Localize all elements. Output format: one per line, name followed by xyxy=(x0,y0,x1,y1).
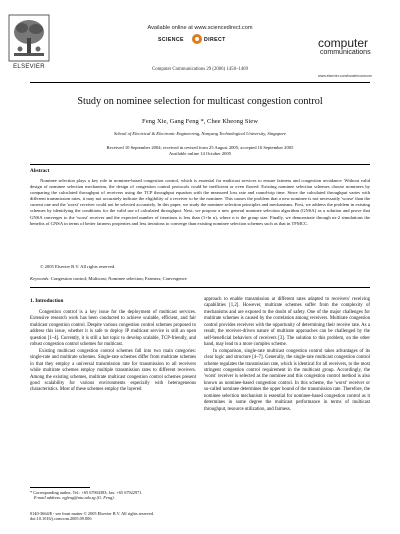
publisher-name: ELSEVIER xyxy=(13,64,45,70)
received-dates: Received 10 September 2004; received in revised form 25 August 2005; accepted 16 September 2005 xyxy=(106,145,294,150)
journal-logo xyxy=(318,38,371,57)
author-email: E-mail address: egfeng@ntu.edu.sg (G. Feng). xyxy=(34,495,115,501)
footnote xyxy=(30,490,196,501)
journal-reference: Computer Communications 29 (2006) 1458–1469 xyxy=(152,67,248,72)
journal-title-line2: communications xyxy=(320,49,371,56)
body-paragraph: Existing multicast congestion control schemes fall into two main categories: single-rate and multirate schemes. Single-rate schemes differ from multirate schemes in that they employ a universal transmission rate for transmission to all receivers while multirate schemes employ multiple transmission rates to different receivers. Among the existing schemes, multirate multicast congestion control schemes present good scalability for various environments especially with heterogeneous characteristics. Most of these schemes employ the layered xyxy=(30,348,196,393)
abstract-copyright: © 2005 Elsevier B.V. All rights reserved. xyxy=(40,264,116,269)
sciencedirect-logo-left: SCIENCE xyxy=(158,37,184,43)
right-column xyxy=(204,297,370,413)
keywords xyxy=(30,276,187,281)
available-date: Available online 14 October 2005 xyxy=(168,151,232,156)
footnote-divider xyxy=(30,487,90,488)
journal-title-line1: computer xyxy=(318,36,369,50)
section-heading-introduction: 1. Introduction xyxy=(30,298,64,304)
body-paragraph: Congestion control is a key issue for the deployment of multicast services. Extensive research work has been conducted to achieve scalable, efficient, and fair multicast congestion control. Despite various congestion control schemes proposed to address this issue, whether it is safe to deploy IP multicast service is still an open question [1–4]. Currently, it is still a hot topic to develop scalable, TCP-friendly, and robust congestion control schemes for multicast. xyxy=(30,310,196,348)
doi-line: doi:10.1016/j.comcom.2005.09.006 xyxy=(30,516,92,522)
authors: Feng Xie, Gang Feng *, Chee Kheong Siew xyxy=(142,118,258,125)
body-paragraph: approach to enable transmission at different rates adapted to receivers' receiving capabilities [1,2]. However, multirate schemes suffer from the complexity of mechanisms and are exposed to the doubt of safety. One of the major challenges for multirate schemes is caused by the correlation among receivers. Multirate congestion control provides receivers with the opportunity of determining their receive rate. As a result, the receiver-driven nature of multirate approaches can be challenged by the self-beneficial behaviors of receivers [3]. The solution to this problem, on the other hand, may lead to a more complex scheme. xyxy=(204,297,370,348)
abstract-bottom-divider xyxy=(30,287,370,288)
sciencedirect-logo-right: DIRECT xyxy=(204,37,226,43)
keywords-label: Keywords: xyxy=(30,276,50,281)
abstract-top-divider xyxy=(30,164,370,165)
keywords-list: Congestion control; Multicast; Nominee selection; Fairness; Convergence xyxy=(50,276,187,281)
abstract-heading: Abstract xyxy=(30,168,50,174)
body-paragraph: In comparison, single-rate multicast congestion control takes advantages of its clear logic and structure [4–7]. Generally, the single-rate multicast congestion control scheme regulates the transmission rate, which is identical for all receivers, to the most stringent congestion control requirement in the multicast group. Accordingly, the 'worst' receiver is selected as the nominee and this congestion control method is also known as nominee-based congestion control. In this scheme, the 'worst' receiver or so-called nominee determines the upper bound of the transmission rate. Therefore, the nominee selection mechanism is essential for nominee-based congestion control as it determines in some degree the multicast performance in terms of multicast throughput, resource utilization, and fairness. xyxy=(204,348,370,412)
sciencedirect-logo-mark-center xyxy=(195,37,199,41)
affiliation: School of Electrical & Electronic Engineering, Nanyang Technological University, Singapore xyxy=(113,131,287,136)
abstract-paragraph: Nominee selection plays a key role in nominee-based congestion control, which is essential for multicast services to ensure fairness and congestion avoidance. Without valid design of nominee selection mechanism, the design of congestion control protocols could be inefficient or even flawed. Existing nominee selection schemes choose nominees by comparing the calculated throughput of receivers using the TCP throughput equation with the measured loss rate and round-trip time. Since the calculated throughput varies with different transmission rates, it may not accurately indicate the eligibility of a receiver to be the nominee. This causes the problem that a new nominee is not necessarily 'worse' than the current one and the 'worst' receiver could not be selected accurately. In this paper, we study the nominee selection principles and mechanisms. First, we address the problem in existing schemes by identifying the conditions for the valid use of calculated throughput. Next, we propose a new general nominee selection algorithm (GNSA) as a solution and prove that GNSA converges to the 'worst' receiver and the expected number of iterations is less than (1+ln n), where n is the group size. Finally, we demonstrate through ns-2 simulations the benefits of GNSA in terms of better fairness properties and less iterations to converge than existing nominee selection schemes such as that in TFMCC. xyxy=(30,178,370,226)
left-column xyxy=(30,310,196,394)
journal-url: www.elsevier.com/locate/comcom xyxy=(318,74,372,78)
paper-title: Study on nominee selection for multicast congestion control xyxy=(77,96,323,107)
elsevier-tree-logo xyxy=(8,14,50,62)
abstract-body xyxy=(30,178,370,227)
corresponding-author-note: * Corresponding author. Tel.: +65 67904383; fax: +65 67922971. xyxy=(30,490,143,495)
issn-doi-block xyxy=(30,511,196,522)
available-online-note: Available online at www.sciencedirect.com xyxy=(147,25,253,31)
issn-line: 0140-3664/$ - see front matter © 2005 Elsevier B.V. All rights reserved. xyxy=(30,511,155,516)
header-divider xyxy=(30,82,370,83)
